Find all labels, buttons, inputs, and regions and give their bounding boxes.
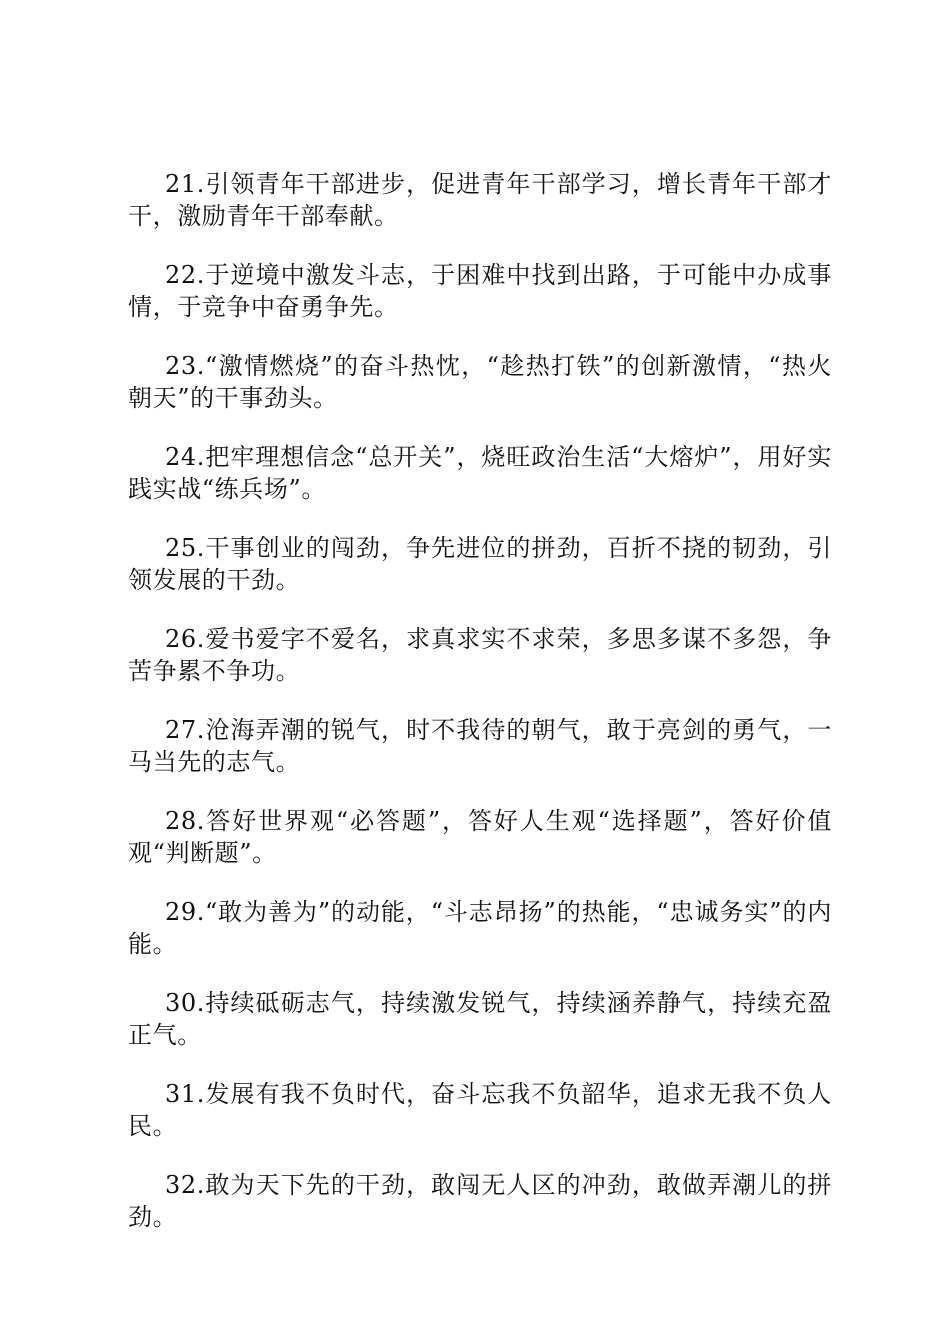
paragraph-31: 31.发展有我不负时代，奋斗忘我不负韶华，追求无我不负人民。	[128, 1080, 832, 1140]
paragraph-29: 29.“敢为善为”的动能，“斗志昂扬”的热能，“忠诚务实”的内能。	[128, 898, 832, 958]
paragraph-32: 32.敢为天下先的干劲，敢闯无人区的冲劲，敢做弄潮儿的拼劲。	[128, 1171, 832, 1231]
paragraph-30: 30.持续砥砺志气，持续激发锐气，持续涵养静气，持续充盈正气。	[128, 989, 832, 1049]
paragraph-22: 22.于逆境中激发斗志，于困难中找到出路，于可能中办成事情，于竞争中奋勇争先。	[128, 261, 832, 321]
document-body	[128, 168, 832, 1260]
paragraph-26: 26.爱书爱字不爱名，求真求实不求荣，多思多谋不多怨，争苦争累不争功。	[128, 625, 832, 685]
paragraph-23: 23.“激情燃烧”的奋斗热忱，“趁热打铁”的创新激情，“热火朝天”的干事劲头。	[128, 352, 832, 412]
paragraph-27: 27.沧海弄潮的锐气，时不我待的朝气，敢于亮剑的勇气，一马当先的志气。	[128, 716, 832, 776]
paragraph-28: 28.答好世界观“必答题”，答好人生观“选择题”，答好价值观“判断题”。	[128, 807, 832, 867]
paragraph-24: 24.把牢理想信念“总开关”，烧旺政治生活“大熔炉”，用好实践实战“练兵场”。	[128, 443, 832, 503]
paragraph-21: 21.引领青年干部进步，促进青年干部学习，增长青年干部才干，激励青年干部奉献。	[128, 170, 832, 230]
paragraph-25: 25.干事创业的闯劲，争先进位的拼劲，百折不挠的韧劲，引领发展的干劲。	[128, 534, 832, 594]
